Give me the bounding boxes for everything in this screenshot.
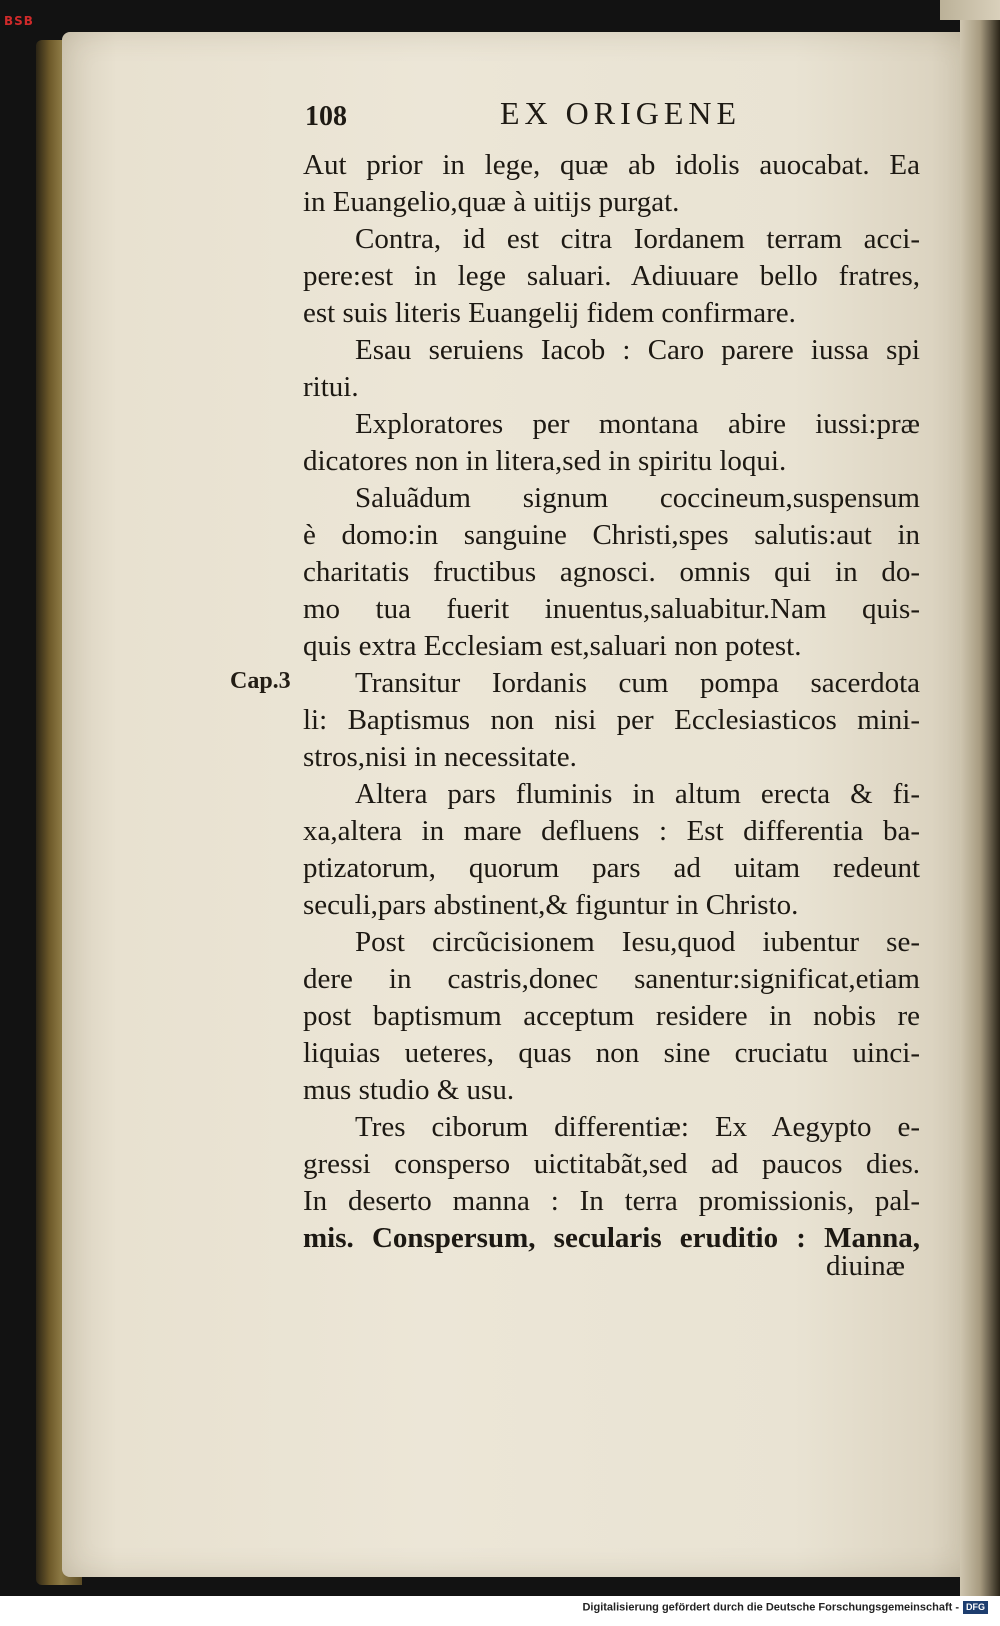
running-head: EX ORIGENE bbox=[500, 95, 742, 131]
text-line: dere in castris,donec sanentur:significat,etiam bbox=[303, 963, 920, 995]
text-line: Saluãdum signum coccineum,suspensum bbox=[355, 482, 920, 514]
text-line: pere:est in lege saluari. Adiuuare bello fratres, bbox=[303, 260, 920, 292]
text-line: ritui. bbox=[303, 371, 359, 403]
text-line: In deserto manna : In terra promissionis, pal- bbox=[303, 1185, 920, 1217]
text-line: gressi conspersо uictitabãt,sed ad paucos dies. bbox=[303, 1148, 920, 1180]
footer-bar bbox=[0, 1596, 1000, 1626]
funding-credit-text: Digitalisierung gefördert durch die Deutsche Forschungsgemeinschaft - bbox=[582, 1601, 959, 1614]
text-line: Altera pars fluminis in altum erecta & fi- bbox=[355, 778, 920, 810]
text-line: Tres ciborum differentiæ: Ex Aegypto e- bbox=[355, 1111, 920, 1143]
text-line: seculi,pars abstinent,& figuntur in Christo. bbox=[303, 889, 799, 921]
text-line: Transitur Iordanis cum pompa sacerdota bbox=[355, 667, 920, 699]
body-text bbox=[303, 147, 920, 1257]
text-line: stros,nisi in necessitate. bbox=[303, 741, 577, 773]
text-line: quis extra Ecclesiam est,saluari non potest. bbox=[303, 630, 802, 662]
text-line: mis. Conspersum, secularis eruditio : Manna, bbox=[303, 1222, 920, 1254]
text-line: post baptismum acceptum residere in nobis re bbox=[303, 1000, 920, 1032]
funding-credit bbox=[582, 1601, 988, 1614]
text-line: ptizatorum, quorum pars ad uitam redeunt bbox=[303, 852, 920, 884]
text-line: mo tua fuerit inuentus,saluabitur.Nam quis- bbox=[303, 593, 920, 625]
text-line: li: Baptismus non nisi per Ecclesiasticos mini- bbox=[303, 704, 920, 736]
text-line: est suis literis Euangelij fidem confirmare. bbox=[303, 297, 796, 329]
page-corner bbox=[940, 0, 1000, 20]
page-number: 108 bbox=[305, 101, 347, 132]
page-right-edge bbox=[960, 0, 1000, 1596]
text-line: dicatores non in litera,sed in spiritu loqui. bbox=[303, 445, 787, 477]
text-line: in Euangelio,quæ à uitijs purgat. bbox=[303, 186, 680, 218]
page-header bbox=[305, 95, 785, 135]
text-line: Exploratores per montana abire iussi:præ bbox=[355, 408, 920, 440]
text-line: liquias ueteres, quas non sine cruciatu uinci- bbox=[303, 1037, 920, 1069]
text-line: xa,altera in mare defluens : Est differentia ba- bbox=[303, 815, 920, 847]
text-line: è domo:in sanguine Christi,spes salutis:aut in bbox=[303, 519, 920, 551]
bsb-logo: BSB bbox=[4, 14, 34, 28]
dfg-logo: DFG bbox=[963, 1601, 988, 1614]
text-line: Post circũcisionem Iesu,quod iubentur se- bbox=[355, 926, 920, 958]
text-line: Esau seruiens Iacob : Caro parere iussa spi bbox=[355, 334, 920, 366]
text-line: Aut prior in lege, quæ ab idolis auocabat. Ea bbox=[303, 149, 920, 181]
text-line: charitatis fructibus agnosci. omnis qui in do- bbox=[303, 556, 920, 588]
marginal-note: Cap.3 bbox=[230, 668, 291, 694]
text-line: Contra, id est citra Iordanem terram acci- bbox=[355, 223, 920, 255]
text-line: mus studio & usu. bbox=[303, 1074, 515, 1106]
catchword: diuinæ bbox=[826, 1250, 905, 1282]
